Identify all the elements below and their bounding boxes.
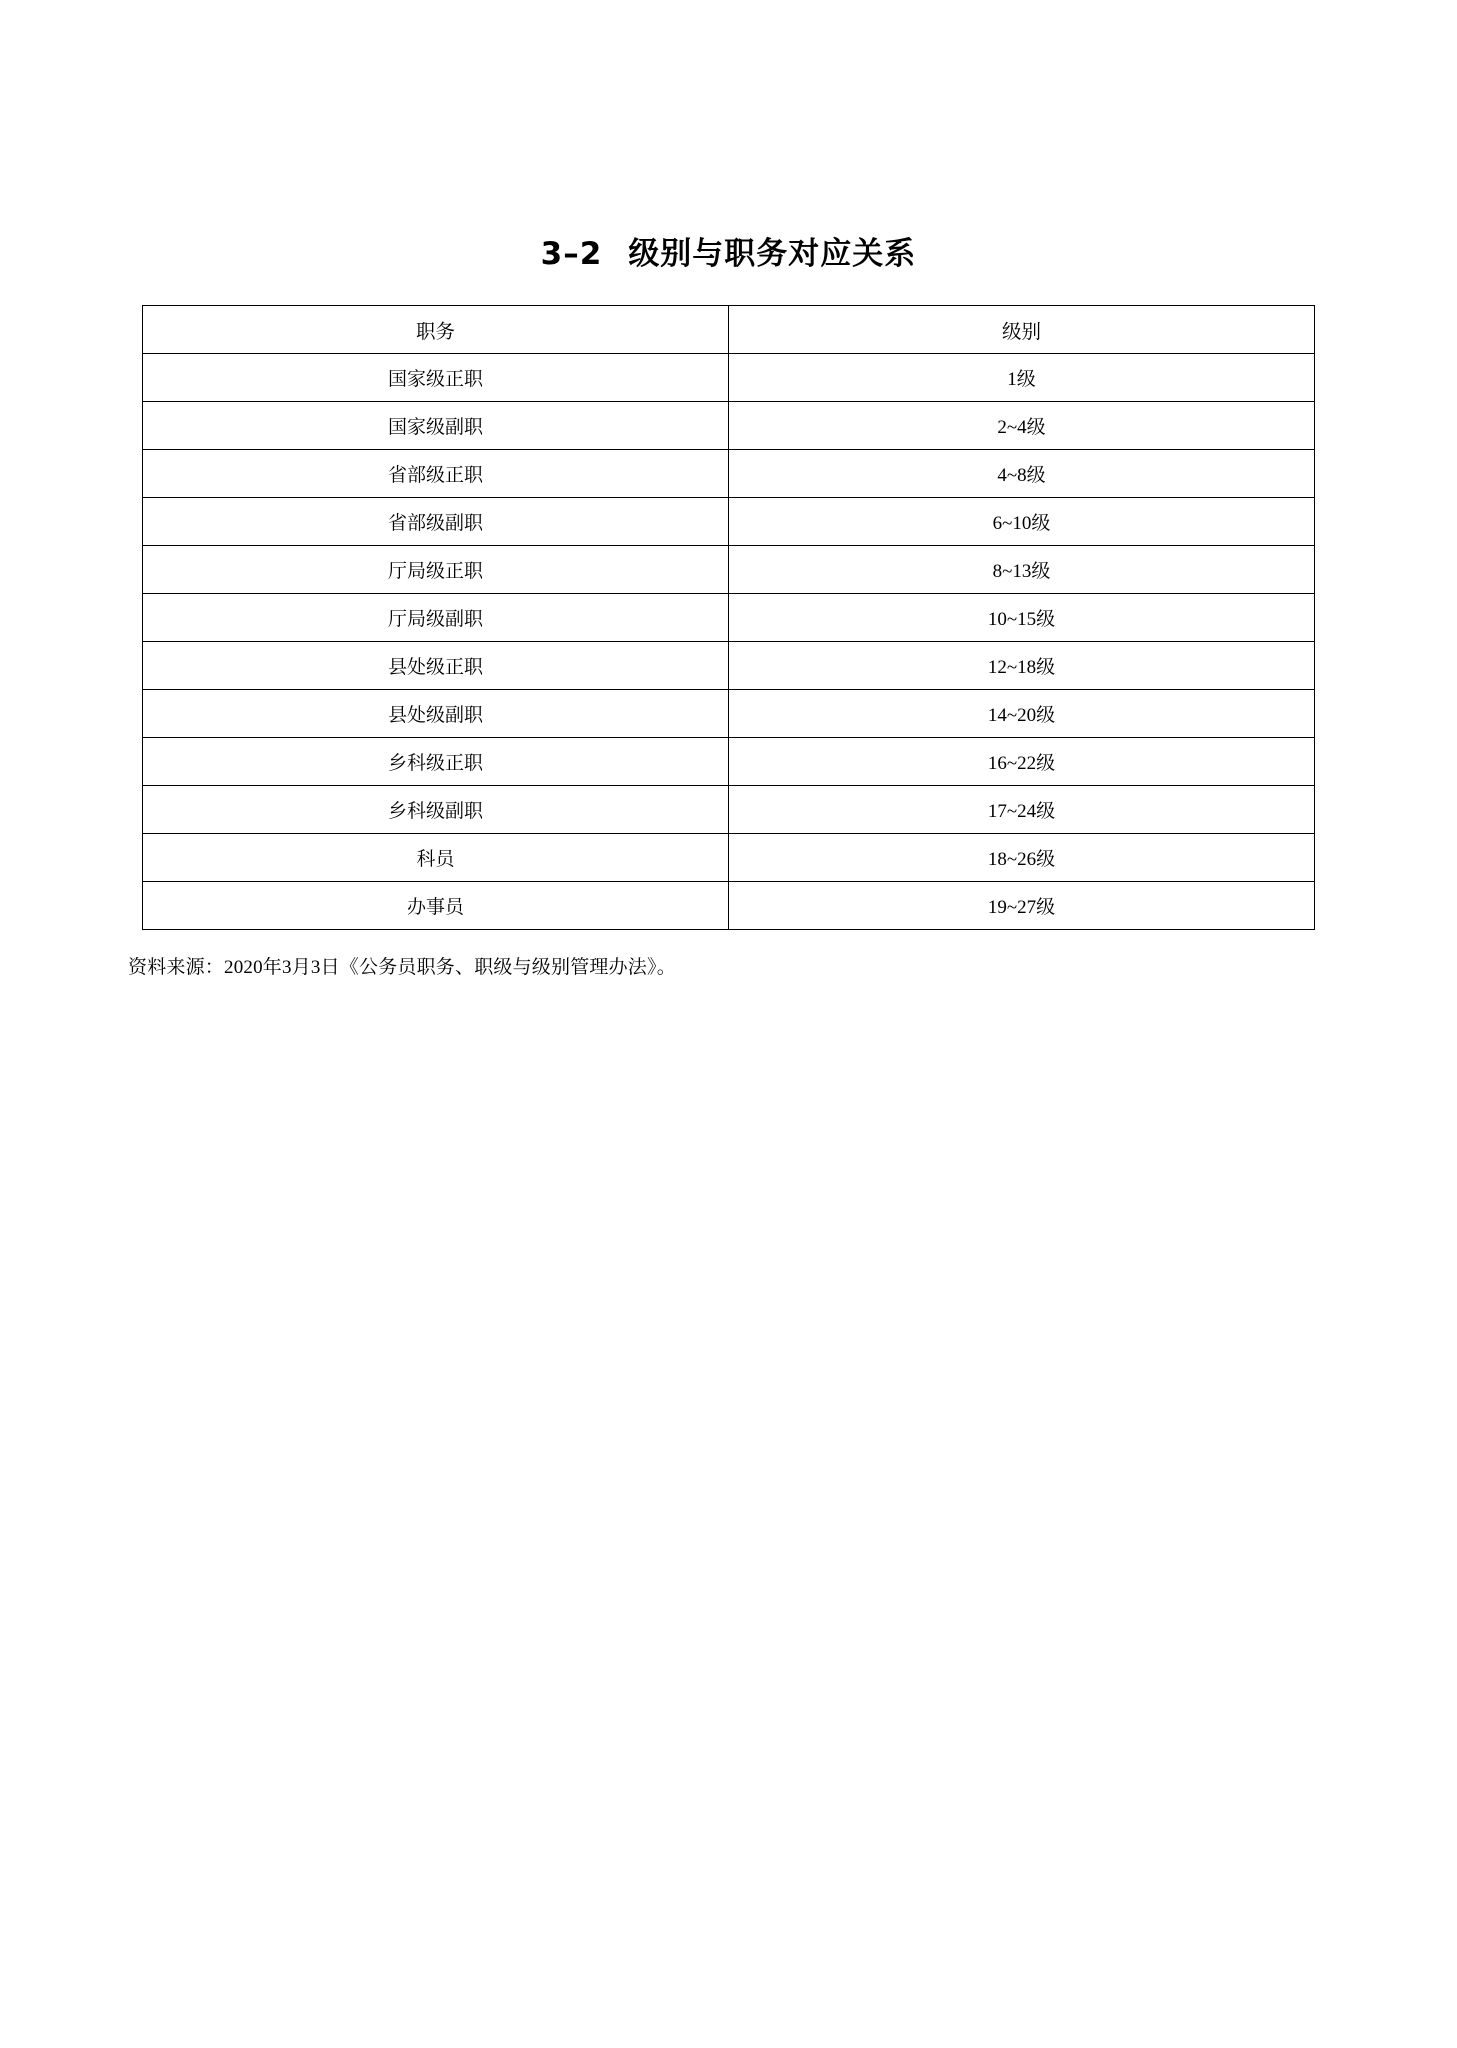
table-row [143,642,1315,690]
cell-rank: 8~13级 [729,546,1315,594]
column-header-rank: 级别 [729,306,1315,354]
cell-position: 科员 [143,834,729,882]
cell-rank: 18~26级 [729,834,1315,882]
cell-position: 国家级副职 [143,402,729,450]
rank-table [142,305,1315,930]
cell-rank: 4~8级 [729,450,1315,498]
cell-rank: 17~24级 [729,786,1315,834]
cell-position: 省部级副职 [143,498,729,546]
cell-rank: 1级 [729,354,1315,402]
table-row [143,402,1315,450]
table-row [143,690,1315,738]
rank-table-container [142,305,1312,930]
cell-position: 厅局级副职 [143,594,729,642]
table-row [143,786,1315,834]
cell-position: 厅局级正职 [143,546,729,594]
cell-position: 县处级正职 [143,642,729,690]
table-row [143,882,1315,930]
table-title-text: 级别与职务对应关系 [628,236,917,272]
table-row [143,738,1315,786]
cell-rank: 2~4级 [729,402,1315,450]
cell-rank: 16~22级 [729,738,1315,786]
cell-position: 县处级副职 [143,690,729,738]
column-header-position: 职务 [143,306,729,354]
cell-position: 乡科级正职 [143,738,729,786]
cell-rank: 19~27级 [729,882,1315,930]
cell-position: 国家级正职 [143,354,729,402]
table-row [143,450,1315,498]
table-row [143,834,1315,882]
cell-rank: 10~15级 [729,594,1315,642]
table-header-row [143,306,1315,354]
table-row [143,498,1315,546]
cell-position: 乡科级副职 [143,786,729,834]
cell-position: 办事员 [143,882,729,930]
cell-rank: 14~20级 [729,690,1315,738]
page-title [0,228,1457,273]
table-row [143,354,1315,402]
table-row [143,546,1315,594]
cell-position: 省部级正职 [143,450,729,498]
cell-rank: 12~18级 [729,642,1315,690]
table-row [143,594,1315,642]
table-number: 3–2 [540,236,603,272]
source-note: 资料来源：2020年3月3日《公务员职务、职级与级别管理办法》。 [128,957,676,978]
cell-rank: 6~10级 [729,498,1315,546]
